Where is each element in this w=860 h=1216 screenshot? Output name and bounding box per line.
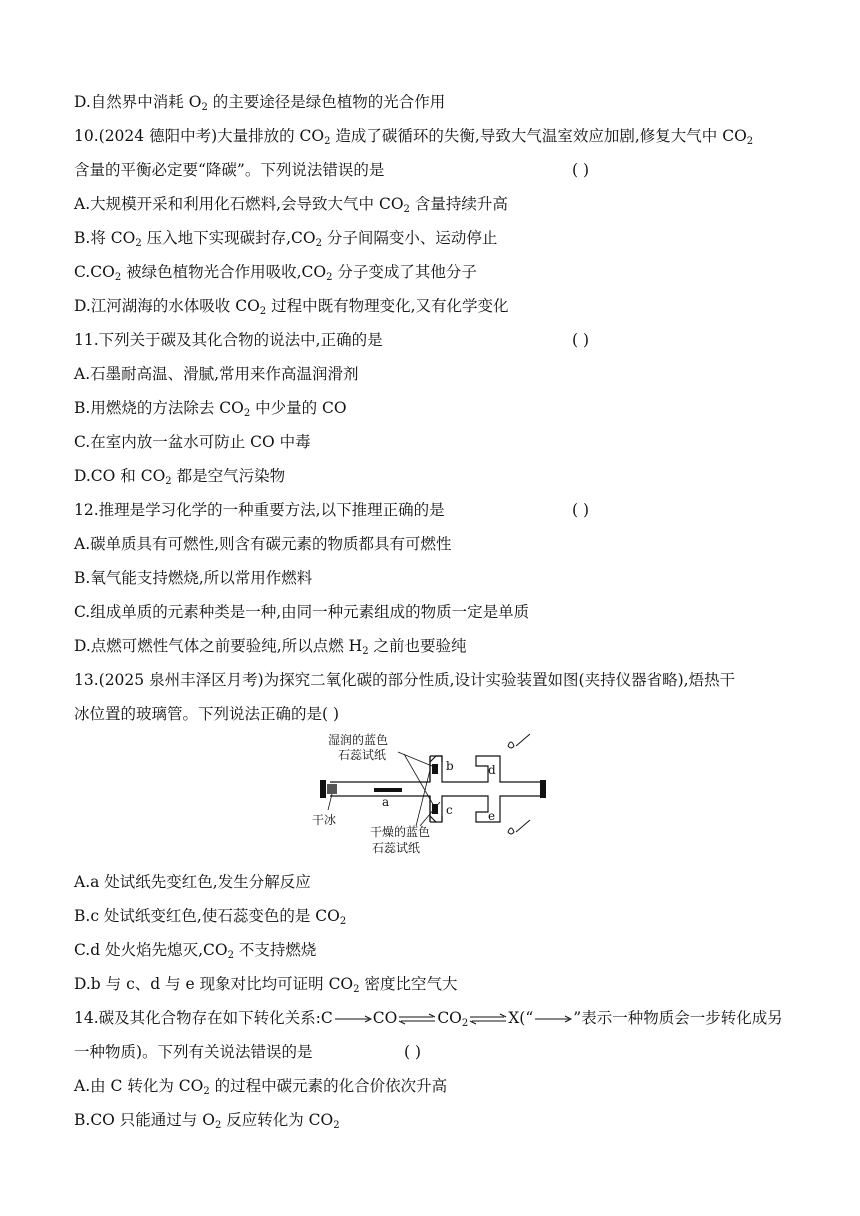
q12-option-d: D.点燃可燃性气体之前要验纯,所以点燃 $H_2$ 之前也要验纯: [74, 637, 467, 657]
q14-option-a: A.由 C 转化为 $CO_2$ 的过程中碳元素的化合价依次升高: [74, 1077, 448, 1097]
label-dry-2: 石蕊试纸: [372, 841, 421, 855]
q14-answer-blank: ( ): [404, 1043, 422, 1061]
q10-option-c: $C.CO_2$ 被绿色植物光合作用吸收$,CO_2$ 分子变成了其他分子: [74, 263, 477, 283]
q13-option-a: A.a 处试纸先变红色,发生分解反应: [74, 873, 311, 891]
q13-apparatus-diagram: [312, 732, 560, 862]
q13-option-b: B.c 处试纸变红色,使石蕊变色的是 $CO_2$: [74, 907, 347, 927]
q13-option-d: D.b 与 c、d 与 e 现象对比均可证明 $CO_2$ 密度比空气大: [74, 975, 458, 995]
q11-stem: 11.下列关于碳及其化合物的说法中,正确的是: [74, 331, 383, 349]
q11-option-b: B.用燃烧的方法除去 $CO_2$ 中少量的 CO: [74, 399, 347, 419]
label-ice: 干冰: [312, 813, 337, 827]
dry-ice: [327, 784, 337, 794]
label-wet-1: 湿润的蓝色: [328, 733, 389, 747]
paper-a: [374, 788, 402, 792]
q10-option-d: D.江河湖海的水体吸收 $CO_2$ 过程中既有物理变化,又有化学变化: [74, 297, 509, 317]
label-wet-2: 石蕊试纸: [338, 748, 387, 762]
q10-answer-blank: ( ): [572, 161, 590, 179]
q13-stem-line2: 冰位置的玻璃管。下列说法正确的是( ): [74, 705, 340, 723]
flame-e: [508, 828, 514, 834]
q10-stem-line2: 含量的平衡必定要“降碳”。下列说法错误的是: [74, 161, 385, 179]
label-a: a: [382, 795, 390, 809]
q14-option-b: B.CO 只能通过与 $O_2$ 反应转化为 $CO_2$: [74, 1111, 340, 1131]
reversible-arrow-icon: [468, 1013, 508, 1025]
q12-option-a: A.碳单质具有可燃性,则含有碳元素的物质都具有可燃性: [74, 535, 452, 553]
q12-option-b: B.氧气能支持燃烧,所以常用作燃料: [74, 569, 313, 587]
q12-option-c: C.组成单质的元素种类是一种,由同一种元素组成的物质一定是单质: [74, 603, 530, 621]
label-c: c: [446, 803, 453, 817]
q14-stem-line2: 一种物质)。下列有关说法错误的是: [74, 1043, 313, 1061]
q12-answer-blank: ( ): [572, 501, 590, 519]
left-stopper: [320, 780, 326, 798]
q9-option-d: D.自然界中消耗 $O_2$ 的主要途径是绿色植物的光合作用: [74, 93, 446, 113]
paper-b: [432, 764, 438, 774]
label-d: d: [488, 763, 496, 777]
arrow-right-icon: [333, 1013, 373, 1025]
q13-option-c: C.d 处火焰先熄灭$,CO_2$ 不支持燃烧: [74, 941, 317, 961]
q10-option-b: B.将 $CO_2$ 压入地下实现碳封存$,CO_2$ 分子间隔变小、运动停止: [74, 229, 498, 249]
label-e: e: [488, 809, 496, 823]
q14-stem-line1: 14.碳及其化合物存在如下转化关系:C CO $CO_2$ X(“ ”表示一种物质会一步转化成另: [74, 1009, 783, 1029]
reversible-arrow-icon: [397, 1013, 437, 1025]
q12-stem: 12.推理是学习化学的一种重要方法,以下推理正确的是: [74, 501, 445, 519]
label-dry-1: 干燥的蓝色: [370, 825, 431, 839]
q11-option-c: C.在室内放一盆水可防止 CO 中毒: [74, 433, 311, 451]
right-stopper: [540, 780, 546, 798]
q11-answer-blank: ( ): [572, 331, 590, 349]
arrow-right-icon: [533, 1013, 573, 1025]
q11-option-d: D.CO 和 $CO_2$ 都是空气污染物: [74, 467, 286, 487]
flame-d: [508, 742, 514, 748]
q10-option-a: A.大规模开采和利用化石燃料,会导致大气中 $CO_2$ 含量持续升高: [74, 195, 508, 215]
q11-option-a: A.石墨耐高温、滑腻,常用来作高温润滑剂: [74, 365, 359, 383]
q13-stem-line1: 13.(2025 泉州丰泽区月考)为探究二氧化碳的部分性质,设计实验装置如图(夹持仪器省略),焐热干: [74, 671, 736, 689]
label-b: b: [446, 759, 454, 773]
q10-stem-line1: 10.(2024 德阳中考)大量排放的 $CO_2$ 造成了碳循环的失衡,导致大气温室效应加剧,修复大气中 $CO_2$: [74, 127, 754, 147]
